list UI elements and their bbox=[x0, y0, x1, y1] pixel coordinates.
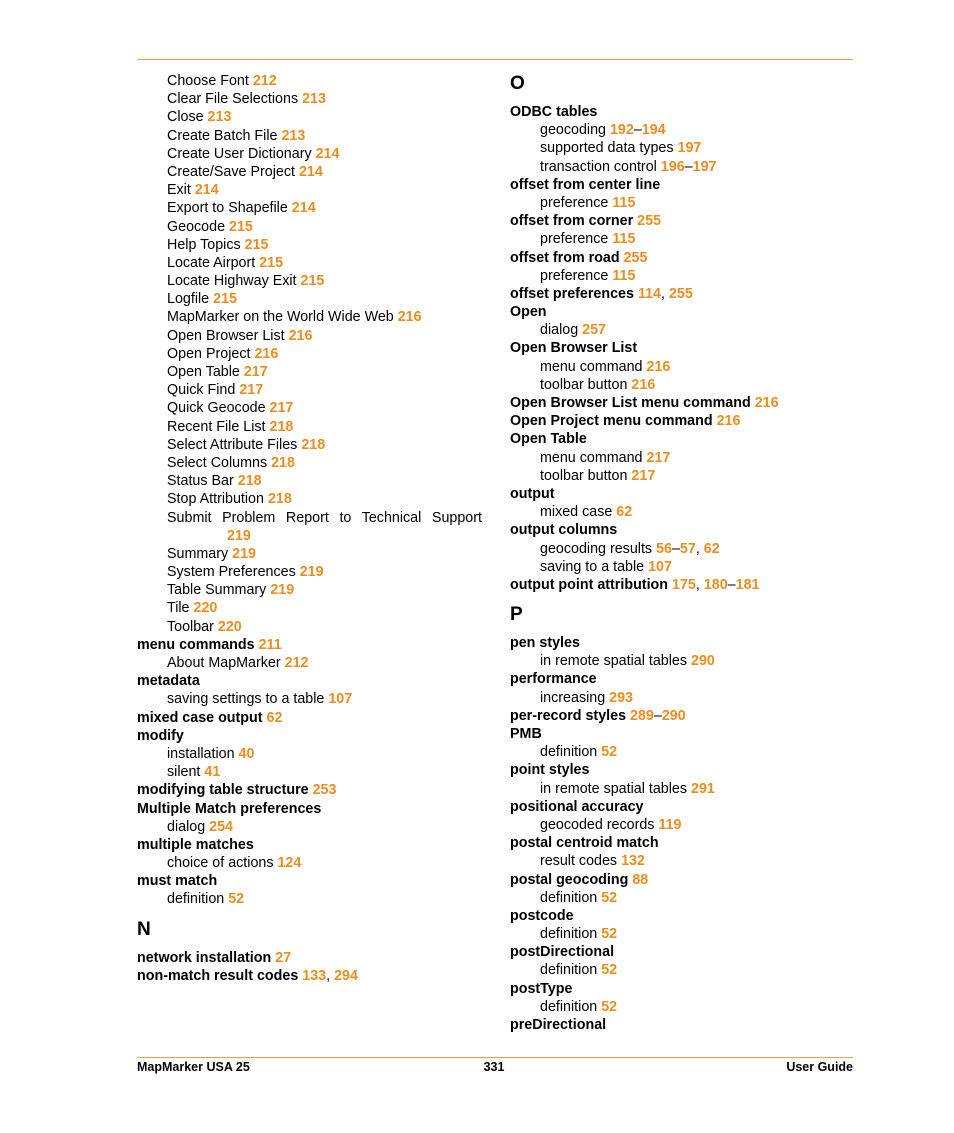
index-page-refs[interactable]: 52 bbox=[601, 926, 618, 943]
index-term: Exit bbox=[167, 182, 191, 199]
index-sub-entry bbox=[510, 558, 855, 576]
index-term: preference bbox=[540, 194, 609, 211]
index-term: installation bbox=[167, 745, 235, 762]
index-term: offset preferences bbox=[510, 285, 634, 302]
index-main-entry bbox=[137, 672, 482, 690]
index-page-refs[interactable]: 255 bbox=[637, 213, 661, 230]
index-term: preDirectional bbox=[510, 1017, 607, 1033]
index-sub-entry bbox=[510, 852, 855, 870]
index-page-refs[interactable]: 119 bbox=[658, 816, 682, 833]
index-sub-entry bbox=[510, 267, 855, 285]
index-page-refs[interactable]: 290 bbox=[691, 653, 715, 670]
index-term: performance bbox=[510, 671, 597, 688]
index-term: saving settings to a table bbox=[167, 691, 325, 708]
index-term: postDirectional bbox=[510, 944, 615, 961]
index-sub-entry bbox=[510, 194, 855, 212]
index-main-entry bbox=[510, 980, 855, 998]
index-term: offset from corner bbox=[510, 213, 634, 230]
index-page-refs[interactable]: 215 bbox=[259, 254, 284, 271]
index-page-refs[interactable]: 216 bbox=[254, 345, 279, 362]
index-page-refs[interactable]: 62 bbox=[266, 709, 283, 726]
index-sub-entry bbox=[137, 127, 482, 145]
index-main-entry bbox=[137, 636, 482, 654]
index-term: preference bbox=[540, 231, 609, 248]
index-sub-entry bbox=[137, 308, 482, 326]
index-sub-entry bbox=[137, 327, 482, 345]
index-term: toolbar button bbox=[540, 467, 628, 484]
index-page-refs[interactable]: 217 bbox=[239, 382, 264, 399]
index-page-refs[interactable]: 215 bbox=[213, 291, 237, 308]
index-page-refs[interactable]: 289–290 bbox=[630, 707, 686, 724]
index-sub-entry bbox=[137, 654, 482, 672]
index-sub-entry bbox=[137, 563, 482, 581]
index-page-refs[interactable]: 218 bbox=[271, 454, 295, 471]
index-sub-entry bbox=[510, 376, 855, 394]
index-term: menu command bbox=[540, 449, 643, 466]
index-term: Select Columns bbox=[167, 454, 268, 471]
index-term: output bbox=[510, 485, 555, 502]
index-term: Open bbox=[510, 304, 547, 321]
index-page-refs[interactable]: 220 bbox=[217, 618, 242, 635]
index-page-refs[interactable]: 214 bbox=[194, 182, 219, 199]
index-term: Status Bar bbox=[167, 473, 234, 490]
index-page-refs[interactable]: 255 bbox=[623, 249, 648, 266]
index-sub-entry bbox=[137, 418, 482, 436]
footer-product: MapMarker USA 25 bbox=[137, 1060, 250, 1074]
index-sub-entry bbox=[137, 436, 482, 454]
index-page-refs[interactable]: 217 bbox=[269, 400, 294, 417]
index-term: definition bbox=[540, 962, 598, 979]
index-term: modifying table structure bbox=[137, 782, 309, 799]
index-sub-entry bbox=[137, 381, 482, 399]
index-sub-entry bbox=[137, 618, 482, 636]
index-main-entry bbox=[137, 949, 482, 967]
index-sub-entry bbox=[137, 90, 482, 108]
index-page-refs[interactable]: 62 bbox=[616, 504, 633, 521]
index-term: Create User Dictionary bbox=[167, 145, 312, 162]
index-page-refs[interactable]: 213 bbox=[302, 91, 326, 108]
index-page-refs[interactable]: 196–197 bbox=[660, 158, 717, 175]
index-main-entry bbox=[510, 1016, 855, 1034]
index-sub-entry bbox=[137, 472, 482, 490]
index-main-entry bbox=[510, 430, 855, 448]
index-term: definition bbox=[540, 889, 598, 906]
index-page-refs[interactable]: 215 bbox=[244, 236, 269, 253]
index-main-entry bbox=[510, 412, 855, 430]
index-page-refs[interactable]: 216 bbox=[754, 395, 779, 411]
index-page-refs[interactable]: 52 bbox=[601, 962, 618, 979]
index-term: must match bbox=[137, 873, 218, 890]
index-term: Open Browser List menu command bbox=[510, 395, 751, 411]
index-main-entry bbox=[510, 394, 855, 412]
index-sub-entry bbox=[510, 449, 855, 467]
index-main-entry bbox=[510, 176, 855, 194]
index-sub-entry bbox=[137, 745, 482, 763]
index-main-entry bbox=[137, 967, 482, 985]
index-section-letter: N bbox=[137, 918, 151, 940]
index-sub-entry bbox=[510, 158, 855, 176]
index-page-refs[interactable]: 107 bbox=[648, 558, 672, 575]
index-page-refs[interactable]: 218 bbox=[237, 473, 262, 490]
index-term: Stop Attribution bbox=[167, 491, 264, 508]
index-page-refs[interactable]: 115 bbox=[612, 231, 636, 248]
index-term: Submit Problem Report to Technical Support bbox=[167, 509, 482, 526]
index-sub-entry bbox=[510, 467, 855, 485]
index-term: supported data types bbox=[540, 140, 674, 157]
index-sub-entry bbox=[510, 816, 855, 834]
index-sub-entry bbox=[137, 763, 482, 781]
index-page-refs[interactable]: 217 bbox=[243, 364, 268, 380]
index-sub-entry bbox=[137, 145, 482, 163]
index-sub-entry bbox=[510, 743, 855, 761]
index-page-refs[interactable]: 217 bbox=[631, 467, 656, 484]
index-main-entry bbox=[510, 834, 855, 852]
index-sub-entry bbox=[137, 599, 482, 617]
index-main-entry bbox=[510, 103, 855, 121]
index-page-refs[interactable]: 216 bbox=[397, 309, 422, 326]
index-main-entry bbox=[510, 634, 855, 652]
footer-rule bbox=[137, 1057, 853, 1058]
index-column-right bbox=[510, 72, 855, 1034]
index-term: Locate Airport bbox=[167, 254, 256, 271]
index-section-letter: P bbox=[510, 604, 523, 626]
index-sub-entry bbox=[137, 181, 482, 199]
header-rule bbox=[137, 59, 853, 60]
index-sub-entry bbox=[510, 925, 855, 943]
index-page-refs[interactable]: 216 bbox=[631, 376, 656, 393]
index-sub-entry bbox=[137, 490, 482, 508]
index-main-entry bbox=[510, 339, 855, 357]
index-main-entry bbox=[137, 836, 482, 854]
index-section-letter: O bbox=[510, 73, 525, 94]
index-term: result codes bbox=[540, 853, 618, 870]
index-page-refs[interactable]: 213 bbox=[281, 127, 306, 144]
index-term: definition bbox=[167, 891, 225, 908]
index-sub-entry bbox=[137, 509, 482, 545]
index-page-refs[interactable]: 115 bbox=[612, 194, 636, 211]
index-term: postcode bbox=[510, 907, 574, 924]
index-page-refs[interactable]: 175, 180–181 bbox=[672, 576, 760, 593]
index-term: postal centroid match bbox=[510, 835, 659, 852]
index-term: multiple matches bbox=[137, 836, 254, 853]
index-page-refs[interactable]: 257 bbox=[582, 322, 607, 339]
index-term: per-record styles bbox=[510, 707, 627, 724]
index-main-entry bbox=[510, 670, 855, 688]
index-term: toolbar button bbox=[540, 376, 628, 393]
index-main-entry bbox=[510, 249, 855, 267]
index-sub-entry bbox=[510, 780, 855, 798]
index-page-refs[interactable]: 220 bbox=[193, 600, 218, 617]
index-page-refs[interactable]: 132 bbox=[621, 853, 645, 870]
index-term: Quick Find bbox=[167, 382, 236, 399]
index-page-refs[interactable]: 52 bbox=[601, 889, 618, 906]
index-page-refs[interactable]: 52 bbox=[601, 744, 618, 761]
index-page-refs[interactable]: 212 bbox=[284, 655, 309, 672]
index-term: positional accuracy bbox=[510, 798, 644, 815]
index-page-refs[interactable]: 219 bbox=[232, 545, 257, 562]
index-main-entry bbox=[510, 303, 855, 321]
index-sub-entry bbox=[137, 236, 482, 254]
index-page-refs[interactable]: 192–194 bbox=[609, 122, 666, 139]
index-term: postType bbox=[510, 980, 573, 997]
index-page-refs[interactable]: 214 bbox=[291, 200, 316, 217]
index-term: Recent File List bbox=[167, 418, 266, 435]
index-term: Create/Save Project bbox=[167, 163, 295, 180]
index-page-refs[interactable]: 215 bbox=[300, 273, 325, 290]
index-sub-entry bbox=[137, 108, 482, 126]
index-sub-entry bbox=[510, 230, 855, 248]
index-main-entry bbox=[510, 798, 855, 816]
index-term: definition bbox=[540, 998, 598, 1015]
index-main-entry bbox=[137, 800, 482, 818]
index-sub-entry bbox=[137, 854, 482, 872]
index-page-refs[interactable]: 218 bbox=[267, 491, 292, 508]
index-main-entry bbox=[510, 212, 855, 230]
index-term: metadata bbox=[137, 673, 200, 690]
index-sub-entry bbox=[137, 72, 482, 90]
index-term: ODBC tables bbox=[510, 104, 598, 120]
index-sub-entry bbox=[137, 818, 482, 836]
index-term: point styles bbox=[510, 762, 590, 779]
index-page-refs[interactable]: 213 bbox=[207, 109, 232, 126]
index-main-entry bbox=[137, 872, 482, 890]
index-page-refs[interactable]: 219 bbox=[299, 564, 324, 581]
index-term: definition bbox=[540, 744, 598, 761]
index-sub-entry bbox=[510, 503, 855, 521]
index-main-entry bbox=[510, 485, 855, 503]
index-page-refs[interactable]: 216 bbox=[716, 413, 741, 430]
index-column-left bbox=[137, 72, 482, 985]
index-sub-entry bbox=[137, 399, 482, 417]
index-main-entry bbox=[510, 907, 855, 925]
index-term: in remote spatial tables bbox=[540, 653, 688, 670]
index-sub-entry bbox=[510, 358, 855, 376]
index-page-refs[interactable]: 211 bbox=[258, 636, 282, 653]
index-term: menu command bbox=[540, 358, 643, 375]
index-term: increasing bbox=[540, 689, 606, 706]
index-term: PMB bbox=[510, 726, 542, 742]
index-term: silent bbox=[167, 764, 201, 781]
index-sub-entry bbox=[137, 454, 482, 472]
index-term: Tile bbox=[167, 600, 190, 617]
index-term: Open Project bbox=[167, 345, 251, 362]
index-term: output point attribution bbox=[510, 576, 669, 593]
index-term: Help Topics bbox=[167, 236, 241, 253]
index-term: offset from road bbox=[510, 249, 620, 266]
index-term: Quick Geocode bbox=[167, 400, 266, 417]
index-main-entry bbox=[510, 943, 855, 961]
index-sub-entry bbox=[510, 998, 855, 1016]
index-page-refs[interactable]: 107 bbox=[328, 691, 353, 708]
index-main-entry bbox=[510, 285, 855, 303]
index-term: geocoding results bbox=[540, 540, 653, 557]
index-sub-entry bbox=[510, 689, 855, 707]
index-sub-entry bbox=[510, 540, 855, 558]
index-term: geocoded records bbox=[540, 816, 655, 833]
index-main-entry bbox=[137, 727, 482, 745]
index-term: Close bbox=[167, 109, 204, 126]
index-page-refs[interactable]: 56–57, 62 bbox=[656, 540, 720, 557]
index-page-refs[interactable]: 219 bbox=[227, 527, 251, 544]
index-term: dialog bbox=[167, 818, 206, 835]
index-page-refs[interactable]: 115 bbox=[612, 267, 636, 284]
index-page-refs[interactable]: 212 bbox=[252, 73, 277, 89]
index-term: modify bbox=[137, 727, 184, 744]
index-page-refs[interactable]: 217 bbox=[646, 449, 671, 466]
index-term: Open Table bbox=[510, 431, 587, 448]
index-term: Open Table bbox=[167, 364, 240, 380]
index-term: network installation bbox=[137, 949, 272, 966]
index-sub-entry bbox=[510, 121, 855, 139]
index-page-refs[interactable]: 216 bbox=[646, 358, 671, 375]
index-term: preference bbox=[540, 267, 609, 284]
footer-guide-title: User Guide bbox=[786, 1060, 853, 1074]
index-page-refs[interactable]: 215 bbox=[229, 218, 253, 235]
index-sub-entry bbox=[137, 363, 482, 381]
index-term: Table Summary bbox=[167, 582, 267, 599]
index-term: definition bbox=[540, 926, 598, 943]
index-sub-entry bbox=[137, 690, 482, 708]
index-sub-entry bbox=[510, 652, 855, 670]
index-sub-entry bbox=[137, 890, 482, 908]
index-sub-entry bbox=[510, 889, 855, 907]
index-main-entry bbox=[510, 871, 855, 889]
index-term: Multiple Match preferences bbox=[137, 800, 322, 817]
index-term: Open Project menu command bbox=[510, 413, 713, 430]
index-page-refs[interactable]: 216 bbox=[288, 327, 313, 344]
index-term: dialog bbox=[540, 322, 579, 339]
index-sub-entry bbox=[137, 345, 482, 363]
index-term: transaction control bbox=[540, 158, 657, 175]
index-page-refs[interactable]: 218 bbox=[269, 418, 294, 435]
index-term: mixed case output bbox=[137, 709, 263, 726]
index-term: Choose Font bbox=[167, 73, 249, 89]
index-page-refs[interactable]: 41 bbox=[204, 764, 221, 781]
index-page-refs[interactable]: 133, 294 bbox=[302, 967, 358, 984]
index-term: Geocode bbox=[167, 218, 226, 235]
index-term: MapMarker on the World Wide Web bbox=[167, 309, 394, 326]
index-term: Clear File Selections bbox=[167, 91, 299, 108]
index-term: postal geocoding bbox=[510, 871, 629, 888]
index-term: menu commands bbox=[137, 636, 255, 653]
footer-page-number: 331 bbox=[483, 1060, 505, 1074]
index-page-refs[interactable]: 293 bbox=[609, 689, 634, 706]
index-sub-entry bbox=[137, 290, 482, 308]
index-sub-entry bbox=[510, 139, 855, 157]
index-term: About MapMarker bbox=[167, 655, 281, 672]
index-sub-entry bbox=[137, 545, 482, 563]
index-term: geocoding bbox=[540, 122, 606, 139]
index-term: Export to Shapefile bbox=[167, 200, 288, 217]
index-sub-entry bbox=[137, 199, 482, 217]
index-term: Open Browser List bbox=[167, 327, 285, 344]
index-sub-entry bbox=[137, 218, 482, 236]
index-term: Summary bbox=[167, 545, 229, 562]
index-term: choice of actions bbox=[167, 855, 274, 872]
index-sub-entry bbox=[137, 272, 482, 290]
index-sub-entry bbox=[510, 961, 855, 979]
index-term: Open Browser List bbox=[510, 340, 638, 357]
index-sub-entry bbox=[137, 254, 482, 272]
index-page-refs[interactable]: 124 bbox=[277, 855, 302, 872]
index-term: mixed case bbox=[540, 504, 613, 521]
index-page-refs[interactable]: 197 bbox=[677, 140, 702, 157]
index-term: saving to a table bbox=[540, 558, 645, 575]
index-term: Select Attribute Files bbox=[167, 436, 298, 453]
index-page-refs[interactable]: 219 bbox=[270, 582, 295, 599]
index-main-entry bbox=[137, 781, 482, 799]
index-main-entry bbox=[510, 761, 855, 779]
index-sub-entry bbox=[137, 581, 482, 599]
index-page-refs[interactable]: 214 bbox=[298, 163, 323, 180]
index-main-entry bbox=[510, 707, 855, 725]
index-page-refs[interactable]: 114, 255 bbox=[637, 285, 693, 302]
index-term: non-match result codes bbox=[137, 967, 299, 984]
index-term: pen styles bbox=[510, 635, 580, 652]
index-term: Create Batch File bbox=[167, 127, 278, 144]
index-sub-entry bbox=[137, 163, 482, 181]
index-page-refs[interactable]: 214 bbox=[315, 145, 340, 162]
index-main-entry bbox=[137, 709, 482, 727]
index-main-entry bbox=[510, 521, 855, 539]
index-page-refs[interactable]: 88 bbox=[632, 871, 649, 888]
index-page-refs[interactable]: 218 bbox=[301, 436, 326, 453]
index-main-entry bbox=[510, 576, 855, 594]
index-page-refs[interactable]: 254 bbox=[209, 818, 234, 835]
index-term: Logfile bbox=[167, 291, 210, 308]
index-page-refs[interactable]: 291 bbox=[691, 780, 715, 797]
index-term: in remote spatial tables bbox=[540, 780, 688, 797]
index-term: Locate Highway Exit bbox=[167, 273, 297, 290]
index-main-entry bbox=[510, 725, 855, 743]
index-page-refs[interactable]: 52 bbox=[228, 891, 245, 908]
index-page-refs[interactable]: 253 bbox=[312, 782, 337, 799]
index-term: offset from center line bbox=[510, 176, 661, 193]
index-term: output columns bbox=[510, 522, 618, 539]
index-term: System Preferences bbox=[167, 564, 296, 581]
index-sub-entry bbox=[510, 321, 855, 339]
index-page-refs[interactable]: 52 bbox=[601, 998, 618, 1015]
index-page-refs[interactable]: 27 bbox=[275, 949, 292, 966]
index-page-refs[interactable]: 40 bbox=[238, 745, 255, 762]
index-term: Toolbar bbox=[167, 618, 214, 635]
